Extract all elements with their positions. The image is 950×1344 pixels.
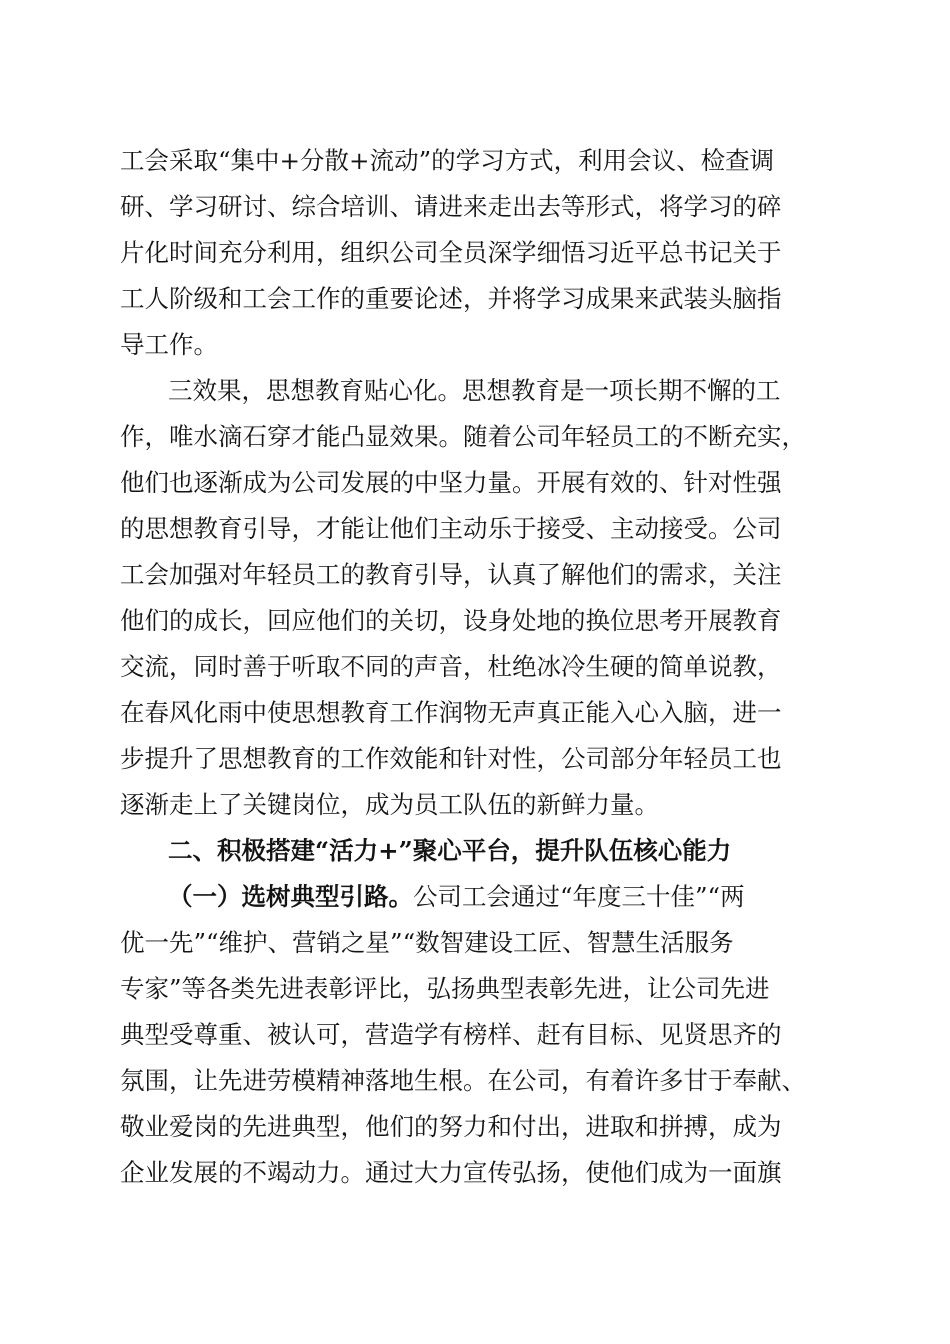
paragraph-start-line: 三效果，思想教育贴心化。思想教育是一项长期不懈的工	[168, 376, 781, 405]
body-text-line: 工会采取“集中+分散+流动”的学习方式，利用会议、检查调	[120, 146, 775, 175]
body-text-line: 优一先”“维护、营销之星”“数智建设工匠、智慧生活服务	[120, 928, 734, 957]
body-text-line: 导工作。	[120, 330, 218, 359]
body-text-line: 他们的成长，回应他们的关切，设身处地的换位思考开展教育	[120, 606, 782, 635]
section-heading: 二、积极搭建“活力+”聚心平台，提升队伍核心能力	[168, 836, 732, 865]
subsection-line	[168, 882, 745, 912]
body-text-line: 作，唯水滴石穿才能凸显效果。随着公司年轻员工的不断充实，	[120, 422, 806, 451]
subsection-title: （一）选树典型引路。	[168, 882, 413, 911]
body-text-line: 交流，同时善于听取不同的声音，杜绝冰冷生硬的简单说教，	[120, 652, 782, 681]
body-text-line: 敬业爱岗的先进典型，他们的努力和付出，进取和拼搏，成为	[120, 1112, 782, 1141]
body-text-line: 的思想教育引导，才能让他们主动乐于接受、主动接受。公司	[120, 514, 782, 543]
body-text-line: 逐渐走上了关键岗位，成为员工队伍的新鲜力量。	[120, 790, 659, 819]
body-text-line: 在春风化雨中使思想教育工作润物无声真正能入心入脑，进一	[120, 698, 782, 727]
body-text-line: 工会加强对年轻员工的教育引导，认真了解他们的需求，关注	[120, 560, 782, 589]
body-text-line: 企业发展的不竭动力。通过大力宣传弘扬，使他们成为一面旗	[120, 1158, 782, 1187]
body-text-line: 氛围，让先进劳模精神落地生根。在公司，有着许多甘于奉献、	[120, 1066, 806, 1095]
body-text-line: 他们也逐渐成为公司发展的中坚力量。开展有效的、针对性强	[120, 468, 782, 497]
body-text-line: 片化时间充分利用，组织公司全员深学细悟习近平总书记关于	[120, 238, 782, 267]
subsection-text: 公司工会通过“年度三十佳”“两	[413, 882, 745, 911]
body-text-line: 研、学习研讨、综合培训、请进来走出去等形式，将学习的碎	[120, 192, 782, 221]
body-text-line: 专家”等各类先进表彰评比，弘扬典型表彰先进，让公司先进	[120, 974, 770, 1003]
body-text-line: 典型受尊重、被认可，营造学有榜样、赶有目标、见贤思齐的	[120, 1020, 782, 1049]
body-text-line: 工人阶级和工会工作的重要论述，并将学习成果来武装头脑指	[120, 284, 782, 313]
body-text-line: 步提升了思想教育的工作效能和针对性，公司部分年轻员工也	[120, 744, 782, 773]
